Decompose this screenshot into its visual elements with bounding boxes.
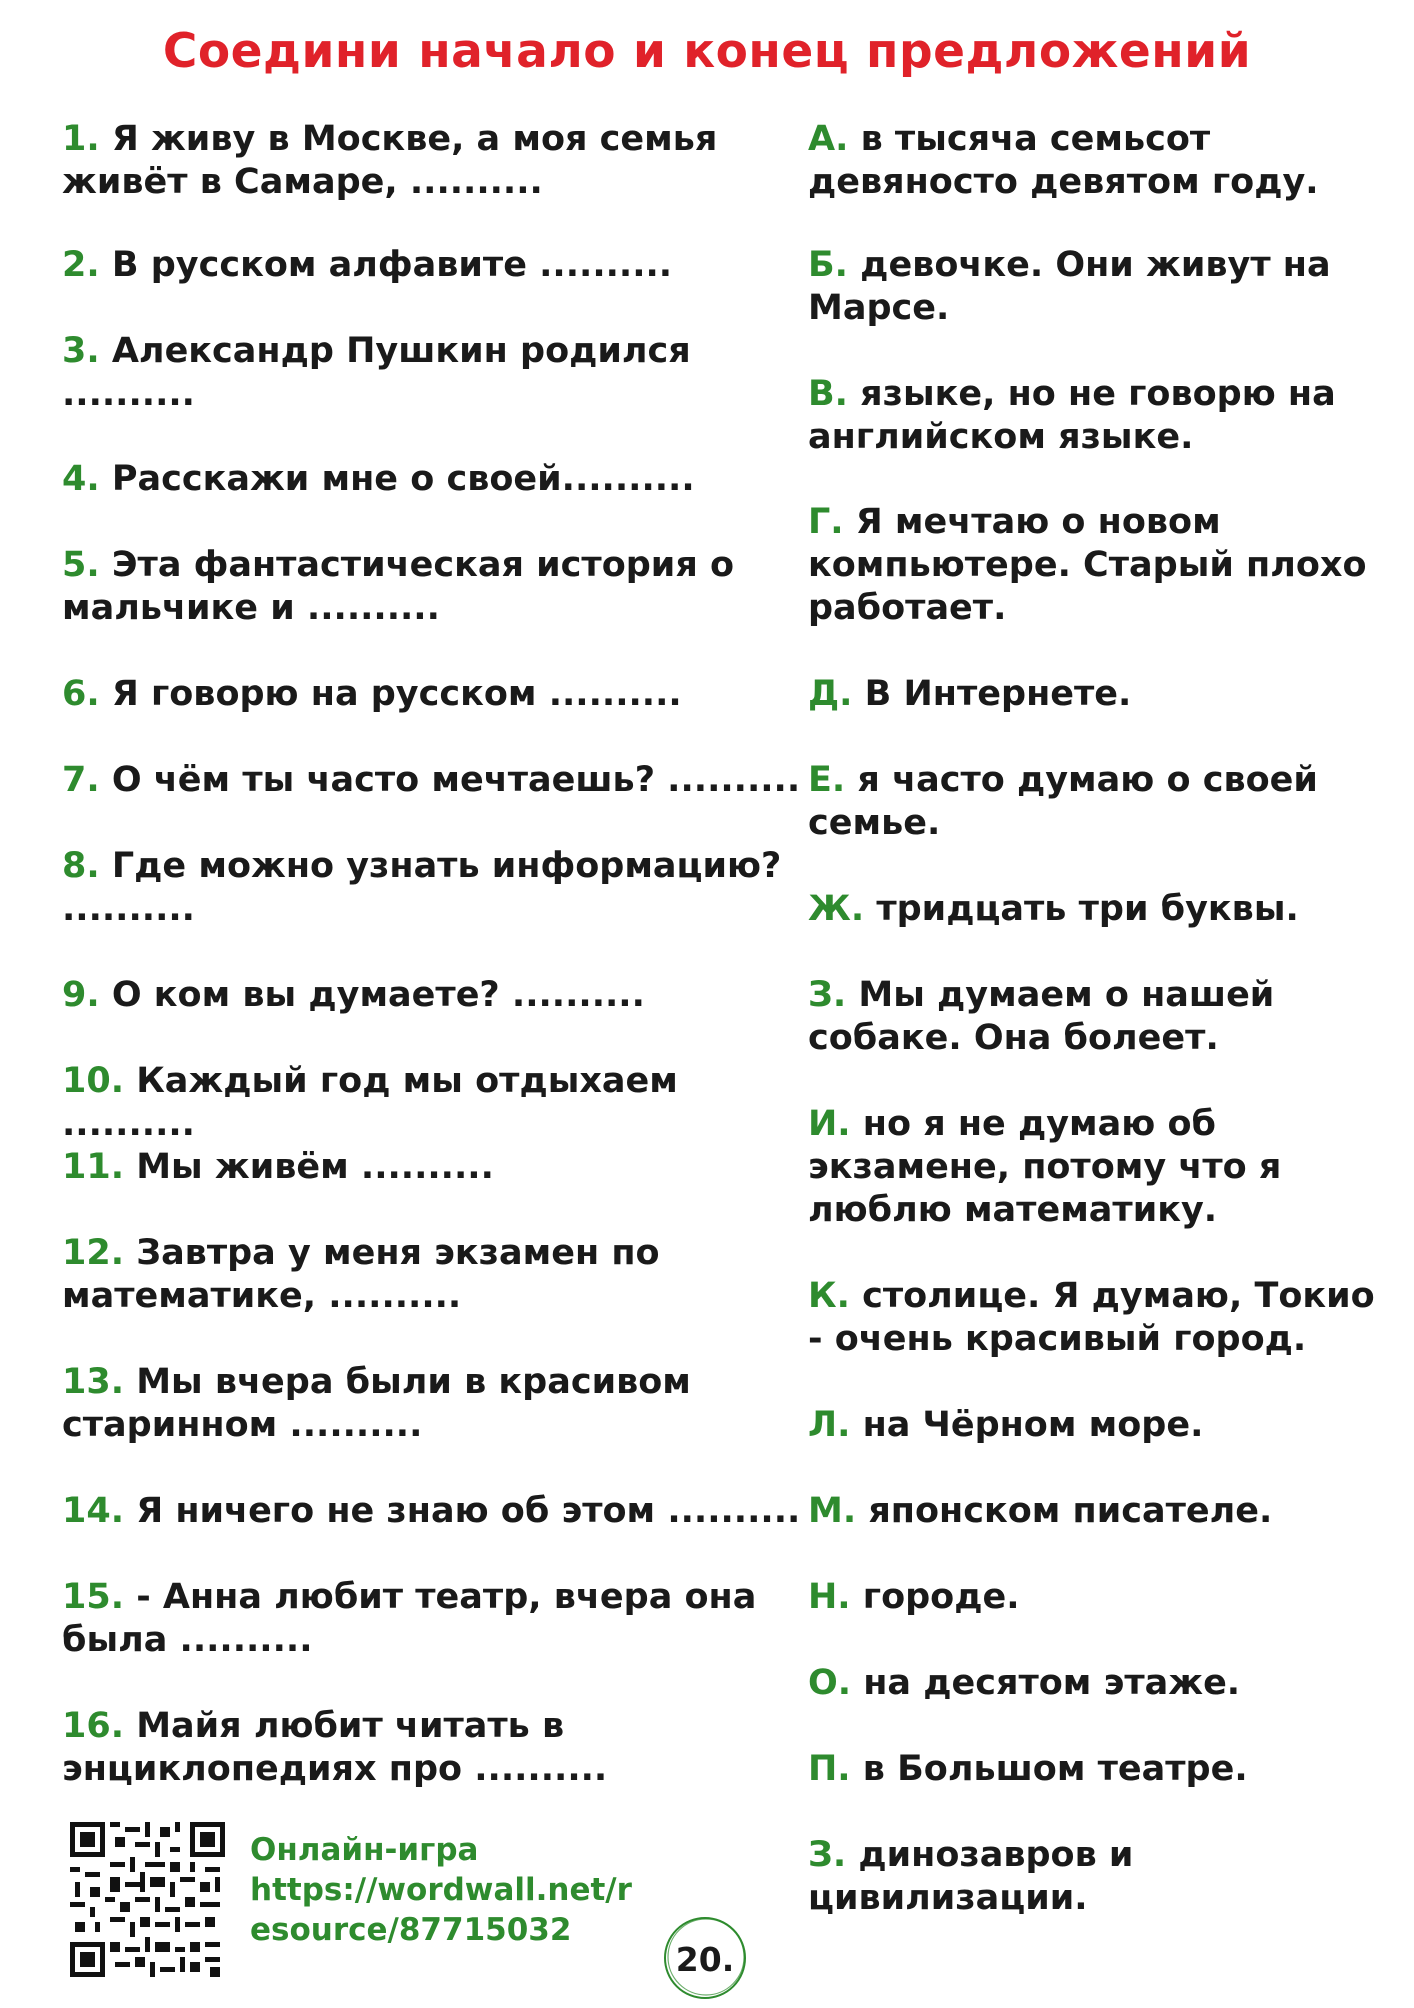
sentence-end-e: Е. я часто думаю о своей семье. (808, 760, 1318, 843)
sentence-start-9: 9. О ком вы думаете? .......... (62, 975, 645, 1015)
online-game-link[interactable] (250, 1830, 650, 1950)
sentence-end-i: И. но я не думаю об экзамене, потому что я люблю математику. (808, 1104, 1282, 1230)
page-title: Соедини начало и конец предложений (162, 24, 1252, 79)
sentence-start-7: 7. О чём ты часто мечтаешь? .......... (62, 760, 801, 800)
sentence-end-d: Д. В Интернете. (808, 674, 1132, 714)
sentence-end-z: З. Мы думаем о нашей собаке. Она болеет. (808, 975, 1275, 1058)
sentence-start-8: 8. Где можно узнать информацию? .......... (62, 846, 782, 929)
sentence-start-6: 6. Я говорю на русском .......... (62, 674, 682, 714)
sentence-start-4: 4. Расскажи мне о своей.......... (62, 459, 695, 499)
sentence-end-m: М. японском писателе. (808, 1491, 1273, 1531)
sentence-start-13: 13. Мы вчера были в красивом старинном .......... (62, 1362, 691, 1445)
sentence-end-z2: З. динозавров и цивилизации. (808, 1835, 1134, 1918)
sentence-start-5: 5. Эта фантастическая история о мальчике и .......... (62, 545, 735, 628)
sentence-end-l: Л. на Чёрном море. (808, 1405, 1204, 1445)
sentence-start-11: 11. Мы живём .......... (62, 1147, 494, 1187)
sentence-end-o: О. на десятом этаже. (808, 1663, 1241, 1703)
sentence-end-n: Н. городе. (808, 1577, 1020, 1617)
online-game-label: Онлайн-игра (250, 1832, 479, 1868)
sentence-start-3: 3. Александр Пушкин родился .......... (62, 331, 691, 414)
sentence-start-16: 16. Майя любит читать в энциклопедиях про .......... (62, 1706, 608, 1789)
sentence-start-2: 2. В русском алфавите .......... (62, 245, 673, 285)
sentence-end-zh: Ж. тридцать три буквы. (808, 889, 1299, 929)
page-number-text: 20. (675, 1940, 735, 1979)
sentence-start-12: 12. Завтра у меня экзамен по математике, .......... (62, 1233, 660, 1316)
online-game-url[interactable]: https://wordwall.net/resource/87715032 (250, 1872, 632, 1948)
sentence-start-1: 1. Я живу в Москве, а моя семья живёт в Самаре, .......... (62, 119, 718, 202)
sentence-end-k: К. столице. Я думаю, Токио - очень красивый город. (808, 1276, 1375, 1359)
sentence-end-p: П. в Большом театре. (808, 1749, 1248, 1789)
sentence-end-b: Б. девочке. Они живут на Марсе. (808, 245, 1331, 328)
sentence-end-g: Г. Я мечтаю о новом компьютере. Старый плохо работает. (808, 502, 1367, 628)
sentence-end-a: А. в тысяча семьсот девяносто девятом году. (808, 119, 1319, 202)
page-number (655, 1908, 755, 2008)
sentence-start-10: 10. Каждый год мы отдыхаем .......... (62, 1061, 678, 1144)
qr-code-icon[interactable] (70, 1822, 225, 1977)
sentence-end-v: В. языке, но не говорю на английском языке. (808, 374, 1336, 457)
sentence-start-14: 14. Я ничего не знаю об этом .......... (62, 1491, 801, 1531)
sentence-start-15: 15. - Анна любит театр, вчера она была .......... (62, 1577, 757, 1660)
